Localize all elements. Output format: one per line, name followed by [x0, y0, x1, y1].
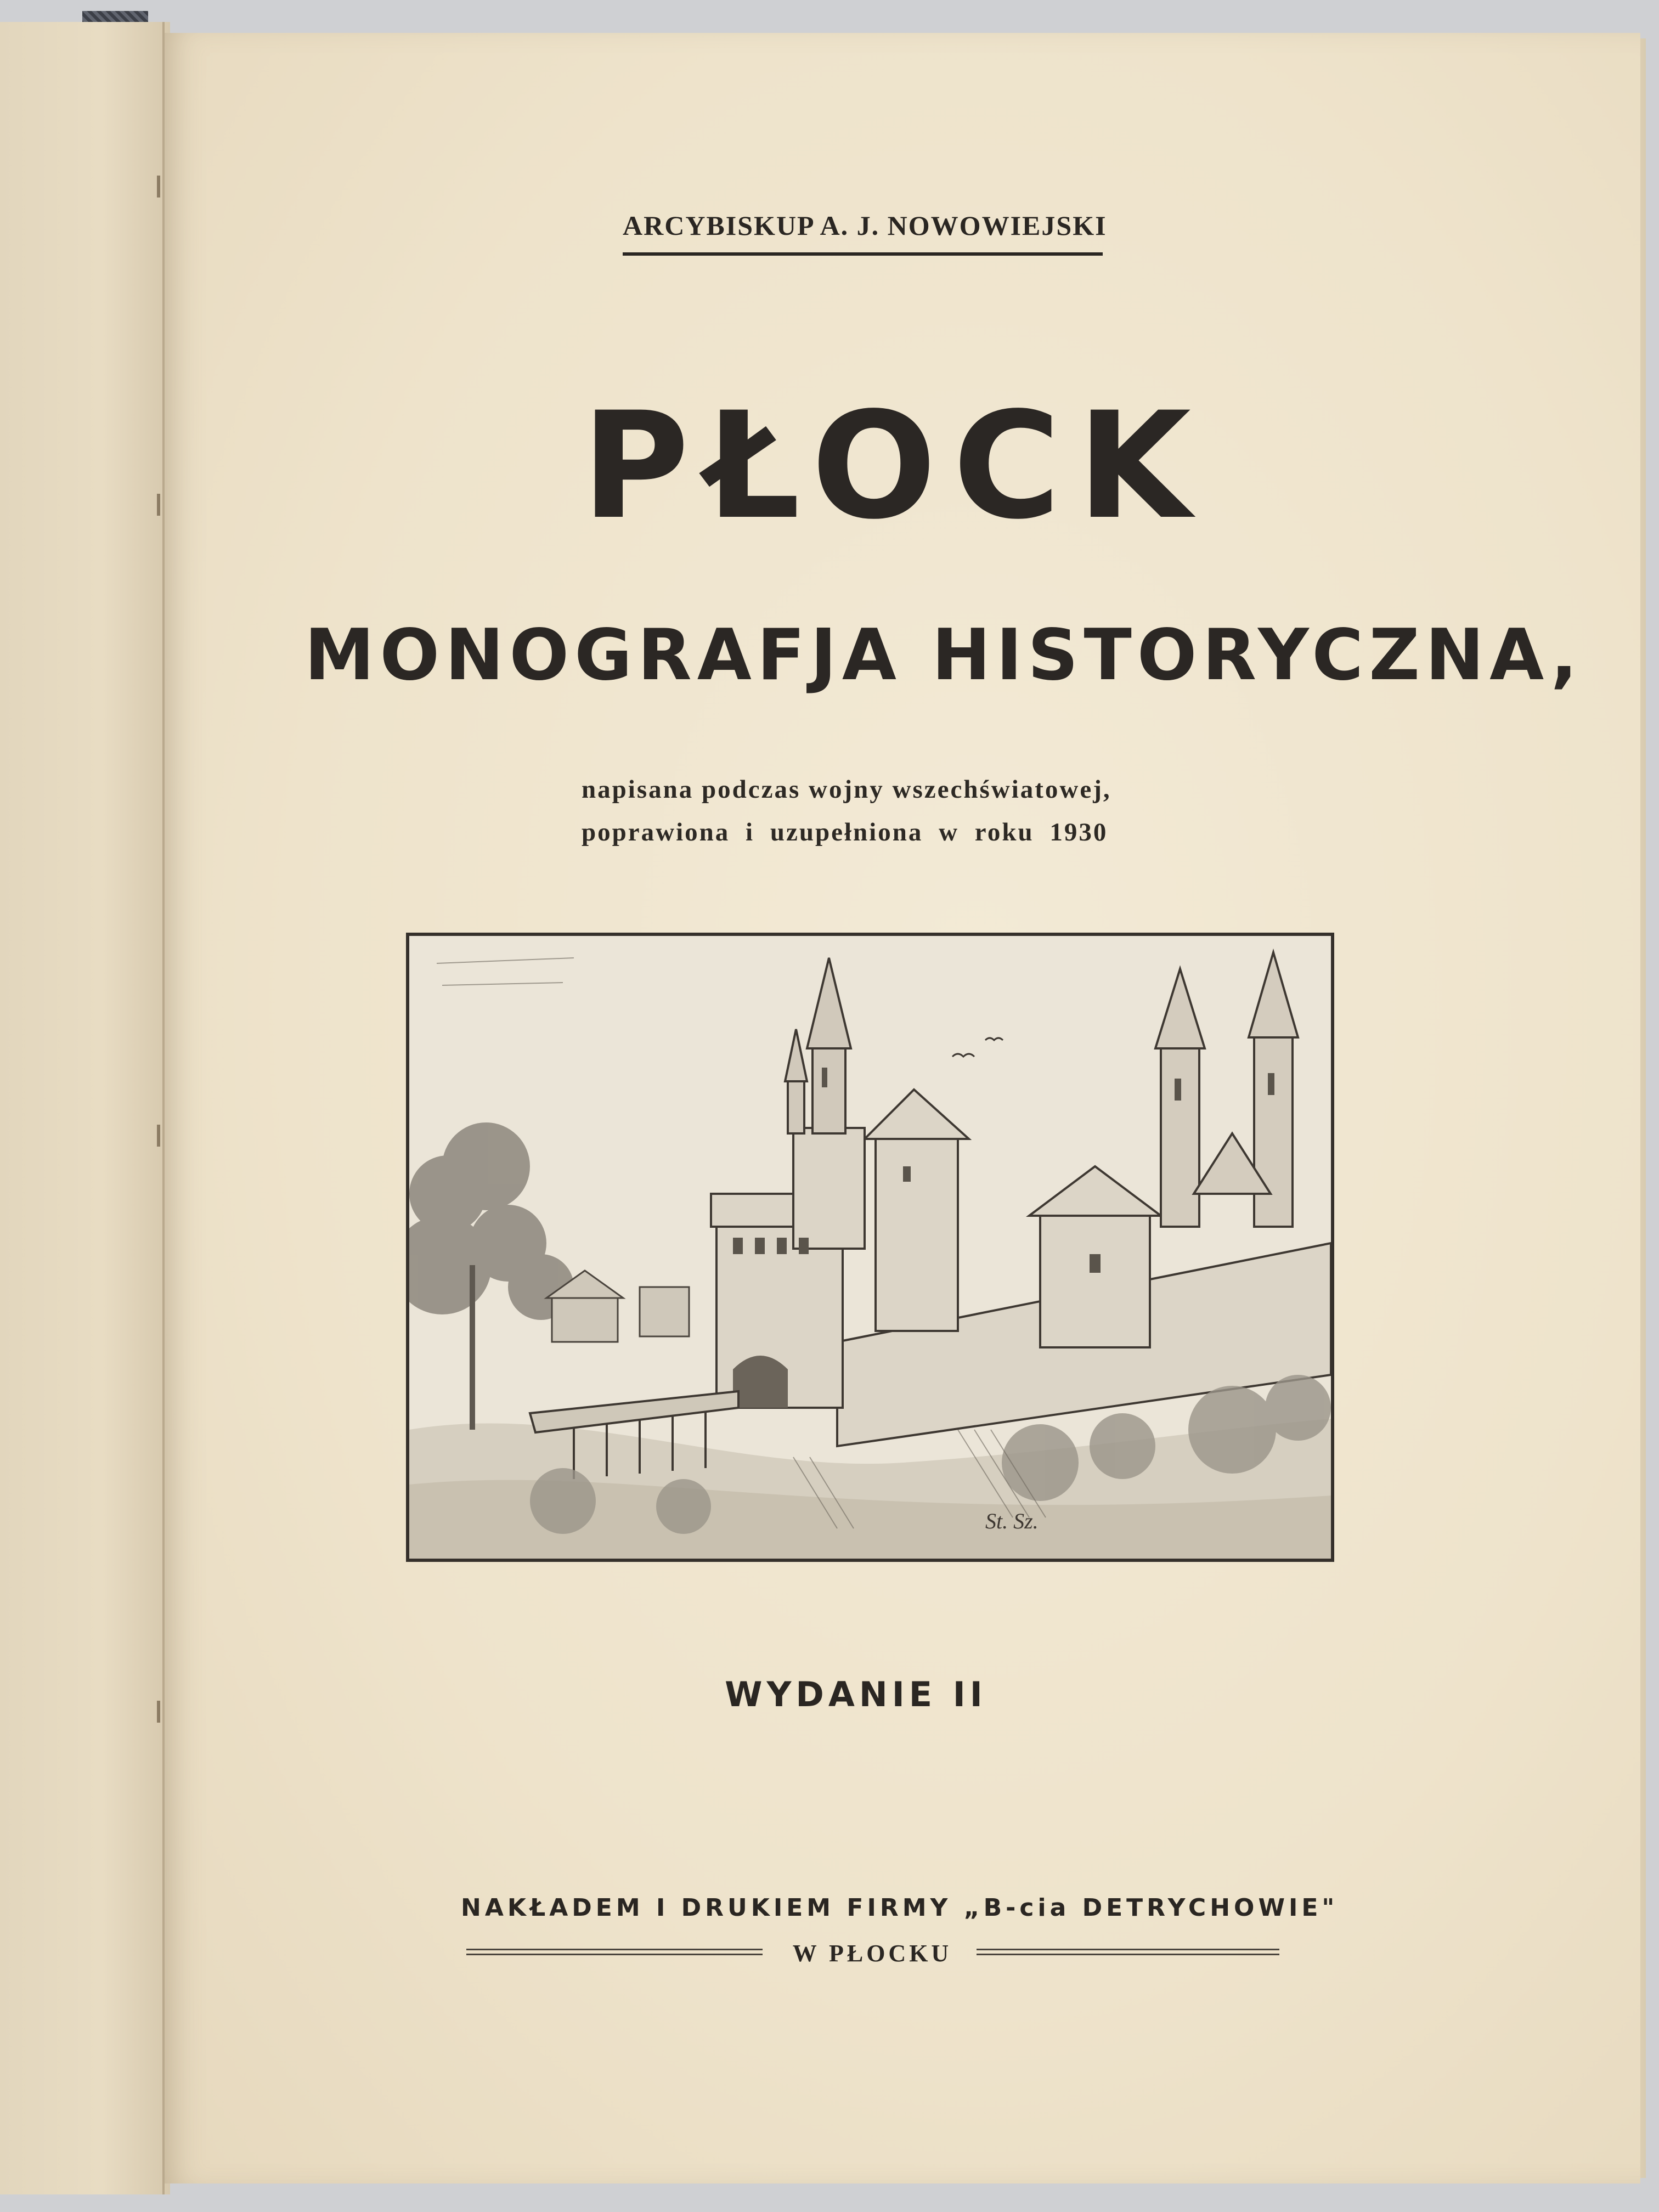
binding-stitch	[157, 494, 160, 516]
publisher-line: NAKŁADEM I DRUKIEM FIRMY „B-cia DETRYCHOWIE"	[461, 1894, 1339, 1922]
publication-place: W PŁOCKU	[792, 1940, 952, 1967]
decorative-rule-left	[466, 1949, 763, 1955]
illustration-signature: St. Sz.	[985, 1509, 1039, 1533]
endpaper	[0, 22, 170, 2194]
castle-drawing	[409, 936, 1331, 1559]
book-title: PŁOCK	[582, 381, 1208, 552]
castle-illustration	[406, 933, 1334, 1562]
decorative-rule-right	[977, 1949, 1279, 1955]
note-line-2: poprawiona i uzupełniona w roku 1930	[582, 818, 1108, 847]
binding-stitch	[157, 1125, 160, 1147]
binding-stitch	[157, 1701, 160, 1723]
note-line-1: napisana podczas wojny wszechświatowej,	[582, 775, 1111, 804]
author-underline	[623, 252, 1103, 256]
edition-label: WYDANIE II	[725, 1674, 987, 1714]
binding-stitch	[157, 176, 160, 198]
author-name: ARCYBISKUP A. J. NOWOWIEJSKI	[623, 210, 1107, 241]
book-subtitle: MONOGRAFJA HISTORYCZNA,	[304, 614, 1583, 696]
